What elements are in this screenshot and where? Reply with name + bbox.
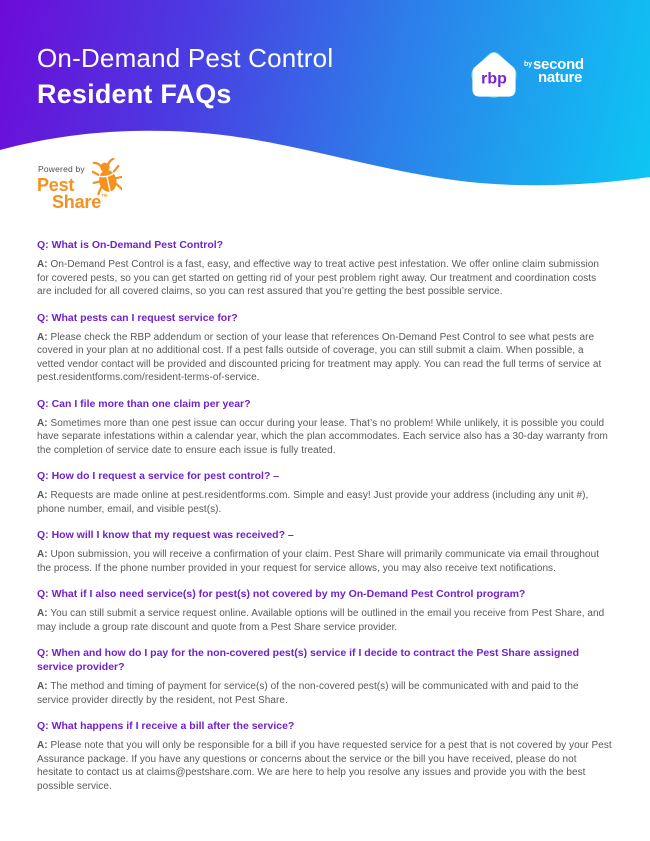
answer-prefix: A:: [37, 417, 48, 429]
second-nature-logo: [533, 58, 584, 84]
answer-prefix: A:: [37, 259, 48, 270]
answer-prefix: A:: [37, 490, 48, 501]
pest-share-bug-icon: [92, 158, 122, 196]
answer-prefix: A:: [37, 608, 48, 619]
faq-item: [37, 397, 613, 458]
faq-item: [37, 587, 613, 634]
faq-item: [37, 719, 613, 793]
faq-question: Q: Can I file more than one claim per year?: [37, 397, 251, 410]
answer-text: Please check the RBP addendum or section of your lease that references On-Demand Pest Control to see what pests are covered in your plan at no additional cost. If a pest falls outside of coverage, you can still submit a claim. When possible, a vetted vendor contact will be provided and discounted pricing for treatment may apply. You can read the full terms of service at pest.residentforms.com/resident-terms-of-service.: [37, 331, 602, 383]
faq-item: [37, 469, 613, 516]
page-title-block: [37, 40, 333, 112]
faq-item: [37, 238, 613, 299]
faq-question: Q: What happens if I receive a bill after the service?: [37, 720, 295, 732]
page-subtitle: Resident FAQs: [37, 79, 232, 109]
faq-question: Q: How do I request a service for pest control? –: [37, 470, 280, 482]
answer-text: Requests are made online at pest.residentforms.com. Simple and easy! Just provide your address (including any unit #), phone number, email, and visible pest(s).: [37, 490, 589, 515]
page-title: On-Demand Pest Control: [37, 43, 334, 73]
faq-answer: [37, 739, 613, 793]
faq-question: Q: What if I also need service(s) for pest(s) not covered by my On-Demand Pest Control program?: [37, 588, 526, 600]
faq-question: Q: What is On-Demand Pest Control?: [37, 239, 224, 251]
powered-by-label: Powered by: [38, 164, 85, 174]
faq-item: [37, 528, 613, 575]
answer-text: Sometimes more than one pest issue can occur during your lease. That’s no problem! While unlikely, it is possible you could have separate infestations within a calendar year, which the plan accommodates. Each service also has a 30-day warranty from the completion of service date to ensure each issue is fully treated.: [37, 417, 608, 456]
trademark-symbol: ™: [101, 194, 108, 201]
faq-item: [37, 646, 613, 707]
faq-item: [37, 311, 613, 385]
rbp-house-icon: [464, 45, 524, 105]
brand-nature: nature: [538, 69, 583, 86]
faq-answer: [37, 607, 613, 634]
faq-answer: [37, 258, 613, 299]
faq-answer: [37, 489, 613, 516]
answer-text: Upon submission, you will receive a confirmation of your claim. Pest Share will primarily communicate via email throughout the process. If the phone number provided in your request for service allows, you may also receive text notifications.: [37, 549, 600, 574]
by-label: by: [524, 61, 533, 68]
faq-answer: [37, 548, 613, 575]
answer-text: Please note that you will only be responsible for a bill if you have requested service for a pest that is not covered by your Pest Assurance package. If you have any questions or concerns about the service or the bill you have received, please do not hesitate to contact us at claims@pestshare.com. We are here to help you resolve any issues and provide you with the best possible service.: [37, 740, 612, 792]
faq-answer: [37, 417, 613, 458]
answer-text: The method and timing of payment for service(s) of the non-covered pest(s) will be communicated with and paid to the service provider directly by the resident, not Pest Share.: [37, 681, 579, 706]
answer-prefix: A:: [37, 681, 48, 692]
powered-by-block: [37, 160, 167, 222]
faq-list: [0, 238, 650, 817]
pestshare-share-text: Share: [52, 192, 102, 212]
rbp-logo-text: rbp: [481, 70, 507, 88]
brand-second: second: [533, 56, 584, 73]
pestshare-wordmark-pest: Pest: [37, 175, 75, 195]
faq-question: Q: When and how do I pay for the non-covered pest(s) service if I decide to contract the Pest Share assigned service provider?: [37, 647, 580, 673]
answer-prefix: A:: [37, 549, 48, 560]
faq-question: Q: How will I know that my request was received? –: [37, 529, 294, 541]
answer-prefix: A:: [37, 740, 48, 751]
header-banner: [0, 0, 650, 238]
faq-answer: [37, 680, 613, 707]
answer-text: You can still submit a service request online. Available options will be outlined in the email you receive from Pest Share, and may include a group rate discount and quote from a Pest Share service provider.: [37, 608, 605, 633]
faq-question: Q: What pests can I request service for?: [37, 311, 238, 324]
answer-prefix: A:: [37, 331, 48, 343]
answer-text: On-Demand Pest Control is a fast, easy, and effective way to treat active pest infestation. We offer online claim submission for covered pests, so you can get started on getting rid of your pest problem right away. Our treatment and coordination costs are included for all covered claims, so you can rest assured that you’re getting the best possible service.: [37, 259, 599, 297]
faq-answer: [37, 331, 613, 385]
